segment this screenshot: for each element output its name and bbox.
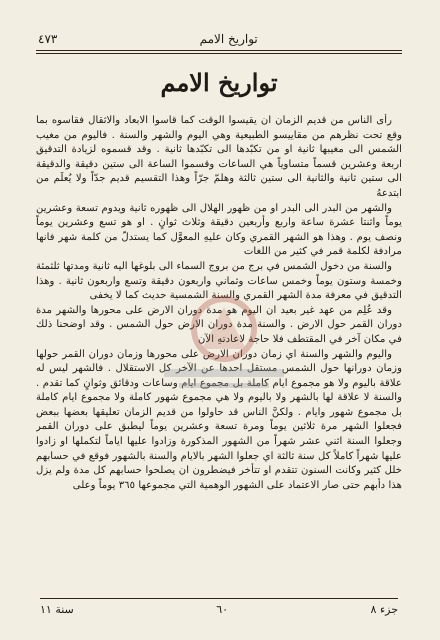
article-body <box>36 114 402 602</box>
header-rule-thin <box>36 53 402 54</box>
paragraph: رأى الناس من قديم الزمان ان يقيسوا الوقت كما قاسوا الابعاد والاثقال فقاسوه بما وقع تحت نظرهم من مقاييسو الطبيعية وهي اليوم والشهر والسنة . فاليوم من مغيب الشمس الى مغيبها ثانية او من تكبّدها الى تكبّدها ثانية . وقد قسموه لزيادة التدقيق اربعة وعشرين قسماً متساوياً هي الساعات وقسموا الساعة الى ستين دقيقة والدقيقة الى ستين ثانية والثانية الى ستين ثالثة وهلمّ جرّاً وهذا التقسيم قديم جدّاً ولا يُعلَم من ابتدعهُ <box>36 115 402 199</box>
document-page <box>14 22 424 626</box>
paragraph: واليوم والشهر والسنة اي زمان دوران الارض على محورها وزمان دوران القمر حولها وزمان دورانها حول الشمس مستقل احدها عن الآخر كل الاستقلال . فالشهر ليس له علاقة باليوم ولا هو مجموع ايام كاملة بل مجموع ايام وساعات ودقائق وثوانٍ كما تقدم . والسنة لا علاقة لها بالشهر ولا باليوم ولا هي مجموع شهور كاملة ولا مجموع ايام كاملة بل مجموع شهور وايام . ولكنَّ الناس قد حاولوا من قديم الزمان تعليقها بعضها ببعض فجعلوا الشهر مرة ثلاثين يوماً ومرة تسعة وعشرين يوماً ليطبق على دوران القمر وجعلوا السنة اثني عشر شهراً من الشهور المذكورة وزادوا عليها اياماً لتكملها او زادوا عليها شهراً كاملاً كل سنة ثالثة اي جعلوا الشهر بالايام والسنة بالشهور فوقع في حسابهم خلل كثير وكانت السنون تتقدم او تتأخر فيضطرون ان يصلحوا حسابهم كل مدة ولم يزل هذا دأبهم حتى صار الاعتماد على الشهور الوهمية التي مجموعها ٣٦٥ يوماً وعلى <box>36 348 402 491</box>
footer-year: سنة ١١ <box>40 603 74 616</box>
footer-part: جزء ٨ <box>370 603 398 616</box>
page-footer <box>40 598 398 616</box>
page-number: ٤٧٣ <box>38 32 58 46</box>
running-title: تواريخ الامم <box>199 32 258 46</box>
paragraph: وقد عُلِم من عهد غير بعيد ان اليوم هو مدة دوران الارض على محورها والشهر مدة دوران القمر حول الارض . والسنة مدة دوران الارض حول الشمس . وقد اوضحنا ذلك في مكان آخر في المقتطف فلا حاجة لاعادتهِ الآن <box>36 304 402 345</box>
running-header <box>38 32 400 46</box>
footer-page: ٦٠ <box>216 603 229 616</box>
header-rule <box>36 50 402 51</box>
article-title: تواريخ الامم <box>160 68 278 97</box>
paragraph: والسنة من دخول الشمس في برج من بروج السماء الى بلوغها اليه ثانية ومدتها ثلثمئة وخمسة وستون يوماً وخمس ساعات وثماني واربعون دقيقة وتسع واربعون ثانية . وهذا التدقيق في معرفة مدة الشهر القمري والسنة الشمسية حديث كما لا يخفى <box>36 260 402 302</box>
paragraph: والشهر من البدر الى البدر او من ظهور الهلال الى ظهوره ثانية ويدوم تسعة وعشرين يوماً واثنتا عشرة ساعة واربع وأربعين دقيقة وثلاث ثوانٍ . او هو تسع وعشرين يوماً ونصف يوم . وهذا هو الشهر القمري وكان عليهِ المعوَّل كما يستدلّ من كلمة شهر فانها مرادفة لكلمة قمر في كثير من اللغات <box>36 202 402 258</box>
